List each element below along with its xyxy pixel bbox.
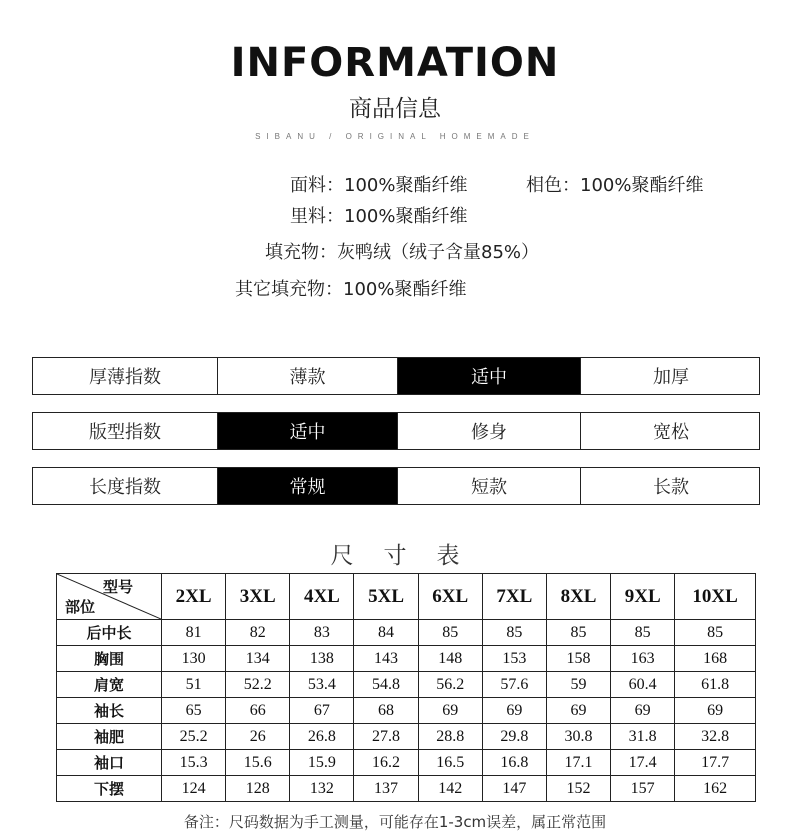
size-header-cell: 8XL	[546, 574, 610, 620]
table-row	[57, 724, 756, 750]
table-cell: 85	[675, 620, 756, 646]
size-header-cell: 5XL	[354, 574, 418, 620]
table-cell: 124	[162, 776, 226, 802]
table-cell: 168	[675, 646, 756, 672]
table-cell: 17.7	[675, 750, 756, 776]
table-cell: 60.4	[611, 672, 675, 698]
size-header-cell: 2XL	[162, 574, 226, 620]
size-table-title: 尺寸表	[330, 543, 490, 569]
table-cell: 53.4	[290, 672, 354, 698]
table-cell: 65	[162, 698, 226, 724]
brand-subtitle: SIBANU / ORIGINAL HOMEMADE	[255, 132, 535, 141]
index-label: 版型指数	[33, 413, 218, 449]
table-cell: 134	[226, 646, 290, 672]
row-label: 袖肥	[57, 724, 162, 750]
size-header-cell: 10XL	[675, 574, 756, 620]
table-cell: 142	[418, 776, 482, 802]
corner-part-label: 部位	[65, 598, 96, 616]
fabric-info: 面料：100%聚酯纤维	[290, 175, 468, 196]
lining-info: 里料：100%聚酯纤维	[290, 206, 468, 227]
table-cell: 26	[226, 724, 290, 750]
table-cell: 30.8	[546, 724, 610, 750]
row-label: 下摆	[57, 776, 162, 802]
row-label: 袖长	[57, 698, 162, 724]
table-cell: 32.8	[675, 724, 756, 750]
table-cell: 69	[611, 698, 675, 724]
table-row	[57, 646, 756, 672]
table-cell: 163	[611, 646, 675, 672]
row-label: 袖口	[57, 750, 162, 776]
table-cell: 26.8	[290, 724, 354, 750]
table-cell: 83	[290, 620, 354, 646]
table-cell: 66	[226, 698, 290, 724]
table-cell: 69	[546, 698, 610, 724]
table-cell: 17.4	[611, 750, 675, 776]
table-cell: 69	[482, 698, 546, 724]
table-cell: 148	[418, 646, 482, 672]
table-cell: 153	[482, 646, 546, 672]
size-header-cell: 9XL	[611, 574, 675, 620]
table-cell: 68	[354, 698, 418, 724]
table-cell: 61.8	[675, 672, 756, 698]
index-option: 常规	[218, 468, 398, 504]
index-option: 长款	[653, 477, 689, 498]
size-table-body	[57, 620, 756, 802]
index-row	[32, 467, 760, 505]
table-row	[57, 698, 756, 724]
table-cell: 84	[354, 620, 418, 646]
size-header-cell: 3XL	[226, 574, 290, 620]
table-cell: 147	[482, 776, 546, 802]
table-cell: 130	[162, 646, 226, 672]
corner-size-label: 型号	[102, 578, 133, 596]
table-cell: 85	[418, 620, 482, 646]
table-cell: 152	[546, 776, 610, 802]
table-cell: 157	[611, 776, 675, 802]
title-chinese: 商品信息	[349, 96, 441, 122]
table-cell: 85	[611, 620, 675, 646]
table-cell: 82	[226, 620, 290, 646]
index-label: 厚薄指数	[33, 358, 218, 394]
row-label: 后中长	[57, 620, 162, 646]
index-option: 适中	[398, 358, 581, 394]
row-label: 胸围	[57, 646, 162, 672]
table-cell: 16.2	[354, 750, 418, 776]
table-cell: 162	[675, 776, 756, 802]
table-cell: 15.9	[290, 750, 354, 776]
table-cell: 158	[546, 646, 610, 672]
table-cell: 29.8	[482, 724, 546, 750]
index-option: 短款	[398, 468, 581, 504]
table-cell: 17.1	[546, 750, 610, 776]
table-cell: 143	[354, 646, 418, 672]
table-cell: 85	[482, 620, 546, 646]
table-cell: 132	[290, 776, 354, 802]
size-header-row	[57, 574, 756, 620]
size-header-cell: 6XL	[418, 574, 482, 620]
row-label: 肩宽	[57, 672, 162, 698]
table-cell: 52.2	[226, 672, 290, 698]
index-label: 长度指数	[33, 468, 218, 504]
table-cell: 15.3	[162, 750, 226, 776]
table-cell: 27.8	[354, 724, 418, 750]
index-option: 修身	[398, 413, 581, 449]
table-cell: 54.8	[354, 672, 418, 698]
table-row	[57, 672, 756, 698]
index-row	[32, 412, 760, 450]
table-cell: 81	[162, 620, 226, 646]
filling-info: 填充物：灰鸭绒（绒子含量85%）	[265, 242, 540, 263]
table-cell: 137	[354, 776, 418, 802]
measurement-note: 备注：尺码数据为手工测量，可能存在1-3cm误差，属正常范围	[183, 813, 607, 831]
table-cell: 28.8	[418, 724, 482, 750]
title-english: INFORMATION	[230, 40, 560, 86]
other-filling-info: 其它填充物：100%聚酯纤维	[235, 279, 467, 300]
table-row	[57, 750, 756, 776]
table-cell: 69	[675, 698, 756, 724]
size-table	[56, 573, 756, 802]
table-cell: 85	[546, 620, 610, 646]
table-cell: 31.8	[611, 724, 675, 750]
table-row	[57, 776, 756, 802]
index-option: 适中	[218, 413, 398, 449]
table-cell: 69	[418, 698, 482, 724]
index-option: 加厚	[653, 367, 689, 388]
table-cell: 15.6	[226, 750, 290, 776]
table-cell: 16.5	[418, 750, 482, 776]
table-cell: 67	[290, 698, 354, 724]
index-option: 宽松	[653, 422, 689, 443]
table-cell: 51	[162, 672, 226, 698]
table-cell: 25.2	[162, 724, 226, 750]
table-cell: 56.2	[418, 672, 482, 698]
table-cell: 128	[226, 776, 290, 802]
table-row	[57, 620, 756, 646]
matching-color-info: 相色：100%聚酯纤维	[526, 175, 704, 196]
table-cell: 138	[290, 646, 354, 672]
size-header-cell: 4XL	[290, 574, 354, 620]
size-header-cell: 7XL	[482, 574, 546, 620]
index-row	[32, 357, 760, 395]
corner-cell	[57, 574, 162, 620]
index-option: 薄款	[218, 358, 398, 394]
table-cell: 59	[546, 672, 610, 698]
table-cell: 16.8	[482, 750, 546, 776]
table-cell: 57.6	[482, 672, 546, 698]
